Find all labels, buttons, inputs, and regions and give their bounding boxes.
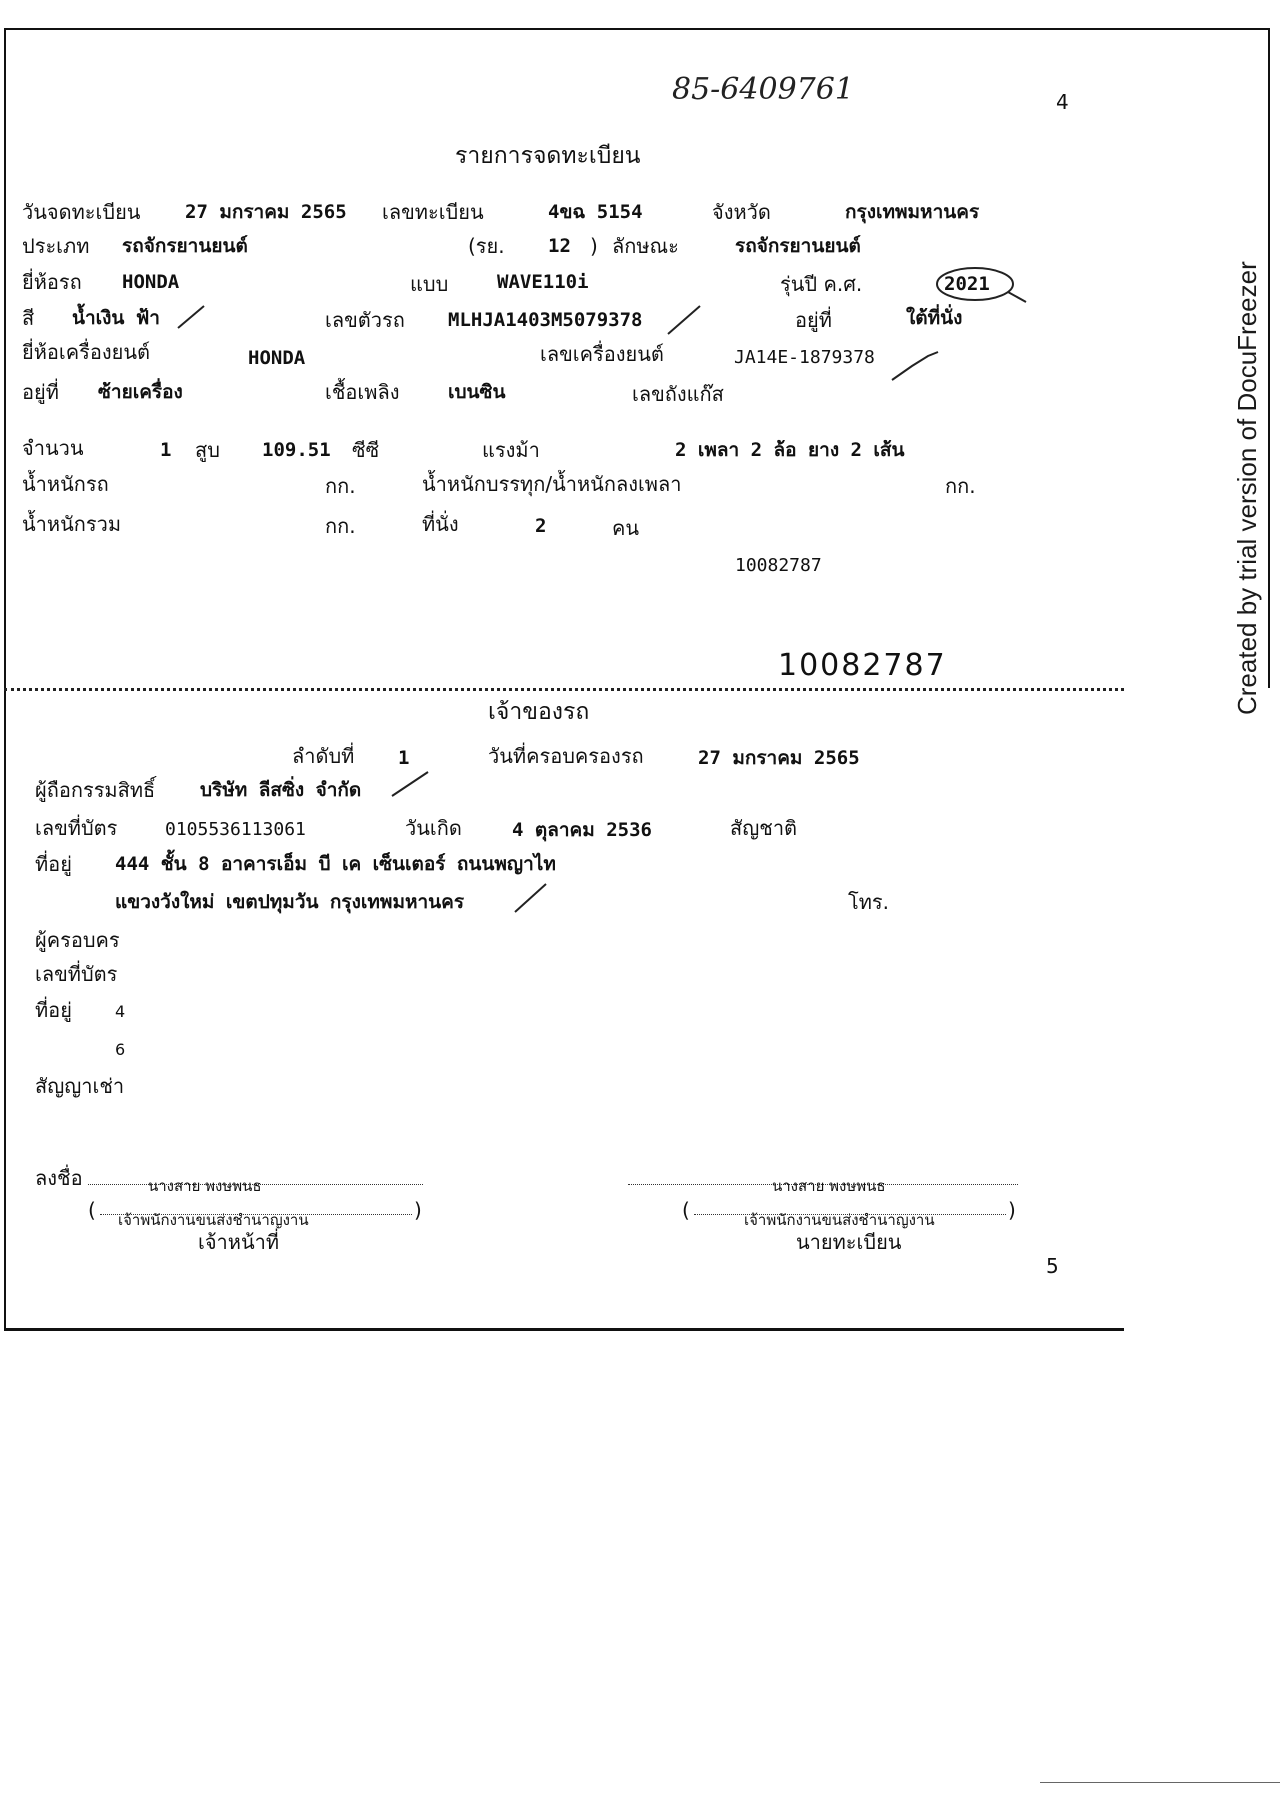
reg-date-label: วันจดทะเบียน <box>22 200 141 224</box>
engine-brand-label: ยี่ห้อเครื่องยนต์ <box>22 340 151 364</box>
address-line2: แขวงวังใหม่ เขตปทุมวัน กรุงเทพมหานคร <box>115 891 465 913</box>
fuel-label: เชื้อเพลิง <box>325 380 400 404</box>
year-label: รุ่นปี ค.ศ. <box>780 272 863 296</box>
ry-close: ) <box>590 234 598 258</box>
birth-label: วันเกิด <box>405 816 462 840</box>
fuel: เบนซิน <box>448 381 506 403</box>
left-signer-position: เจ้าพนักงานขนส่งชำนาญงาน <box>118 1211 309 1229</box>
plate-label: เลขทะเบียน <box>382 200 484 224</box>
possession-label: วันที่ครอบครองรถ <box>488 744 644 768</box>
order: 1 <box>398 747 410 769</box>
kg1: กก. <box>325 474 356 498</box>
ry: 12 <box>548 235 571 257</box>
chassis-loc: ใต้ที่นั่ง <box>906 307 963 329</box>
sign-label: ลงชื่อ <box>35 1166 83 1190</box>
birth: 4 ตุลาคม 2536 <box>512 819 652 841</box>
total-weight-label: น้ำหนักรวม <box>22 512 122 536</box>
possessor-addr-a: 4 <box>115 1002 126 1021</box>
doc-number: 10082787 <box>735 555 822 576</box>
page-number-bottom: 5 <box>1046 1254 1059 1278</box>
color-label: สี <box>22 306 35 330</box>
tick-chassis <box>668 306 700 334</box>
kg2: กก. <box>945 474 976 498</box>
cc: 109.51 <box>262 439 331 461</box>
possessor-id-label: เลขที่บัตร <box>35 962 118 986</box>
nationality-label: สัญชาติ <box>730 816 798 840</box>
province-label: จังหวัด <box>712 200 771 224</box>
engine-no-label: เลขเครื่องยนต์ <box>540 342 664 366</box>
cc-unit: ซีซี <box>352 438 380 462</box>
address-label: ที่อยู่ <box>35 852 72 876</box>
holder-label: ผู้ถือกรรมสิทธิ์ <box>35 778 156 802</box>
top-border <box>4 28 1270 30</box>
left-paren-open: ( <box>88 1198 96 1222</box>
right-paren-open: ( <box>682 1198 690 1222</box>
tick-address <box>515 884 546 912</box>
kg3: กก. <box>325 514 356 538</box>
right-signer-name: นางสาย พงษพนธ <box>772 1177 886 1195</box>
engine-brand: HONDA <box>248 347 306 369</box>
brand: HONDA <box>122 271 180 293</box>
id-label: เลขที่บัตร <box>35 816 118 840</box>
type: รถจักรยานยนต์ <box>122 235 248 257</box>
id-number: 0105536113061 <box>165 819 306 840</box>
left-paren-close: ) <box>414 1198 422 1222</box>
registration-title: รายการจดทะเบียน <box>455 143 641 169</box>
chassis-label: เลขตัวรถ <box>325 308 405 332</box>
chassis-loc-label: อยู่ที่ <box>795 308 832 332</box>
possession-date: 27 มกราคม 2565 <box>698 747 860 769</box>
year-circle-tail <box>1008 292 1026 302</box>
type-label: ประเภท <box>22 234 90 258</box>
engine-no: JA14E-1879378 <box>734 347 875 368</box>
model: WAVE110i <box>497 271 589 293</box>
cyl-unit: สูบ <box>195 438 220 462</box>
tick-color <box>178 306 204 328</box>
tel-label: โทร. <box>848 890 890 914</box>
possessor-addr-label: ที่อยู่ <box>35 998 72 1022</box>
footer-line <box>1040 1782 1280 1783</box>
weight-label: น้ำหนักรถ <box>22 472 109 496</box>
left-signer-name: นางสาย พงษพนธ <box>148 1177 262 1195</box>
doc-number-large: 10082787 <box>778 648 947 683</box>
ry-open: (รย. <box>468 234 505 258</box>
tick-holder <box>392 772 428 796</box>
holder: บริษัท ลีสซิ่ง จำกัด <box>200 779 362 801</box>
reg-date: 27 มกราคม 2565 <box>185 201 347 223</box>
axles: 2 เพลา 2 ล้อ ยาง 2 เส้น <box>675 439 905 461</box>
right-border <box>1268 28 1270 688</box>
seats: 2 <box>535 515 547 537</box>
handwritten-ref: 85-6409761 <box>672 72 854 107</box>
gas-label: เลขถังแก๊ส <box>632 382 724 406</box>
watermark: Created by trial version of DocuFreezer <box>1232 261 1262 715</box>
section-divider <box>4 688 1124 691</box>
count-label: จำนวน <box>22 436 84 460</box>
seats-label: ที่นั่ง <box>422 512 459 536</box>
character-label: ลักษณะ <box>612 234 679 258</box>
seats-unit: คน <box>612 516 640 540</box>
color: น้ำเงิน ฟ้า <box>72 307 160 329</box>
bottom-border <box>4 1328 1124 1331</box>
hp-label: แรงม้า <box>482 438 540 462</box>
cylinders: 1 <box>160 439 172 461</box>
order-label: ลำดับที่ <box>292 744 355 768</box>
owner-title: เจ้าของรถ <box>488 699 590 725</box>
load-label: น้ำหนักบรรทุก/น้ำหนักลงเพลา <box>422 472 682 496</box>
brand-label: ยี่ห้อรถ <box>22 270 82 294</box>
address-line1: 444 ชั้น 8 อาคารเอ็ม บี เค เซ็นเตอร์ ถนนพญาไท <box>115 853 556 875</box>
model-label: แบบ <box>410 272 449 296</box>
left-signer-role: เจ้าหน้าที่ <box>198 1230 280 1254</box>
possessor-addr-b: 6 <box>115 1040 126 1059</box>
possessor-label: ผู้ครอบคร <box>35 928 120 952</box>
page-number-top: 4 <box>1056 90 1069 114</box>
right-signer-role: นายทะเบียน <box>796 1230 902 1254</box>
plate: 4ขฉ 5154 <box>548 201 643 223</box>
engine-loc: ซ้ายเครื่อง <box>98 381 183 403</box>
right-signer-position: เจ้าพนักงานขนส่งชำนาญงาน <box>744 1211 935 1229</box>
character: รถจักรยานยนต์ <box>735 235 861 257</box>
lease-label: สัญญาเช่า <box>35 1074 125 1098</box>
chassis: MLHJA1403M5079378 <box>448 309 643 331</box>
tick-engine <box>892 352 938 380</box>
left-border <box>4 28 6 1328</box>
engine-loc-label: อยู่ที่ <box>22 380 59 404</box>
right-paren-close: ) <box>1008 1198 1016 1222</box>
province: กรุงเทพมหานคร <box>845 201 980 223</box>
year: 2021 <box>944 273 990 295</box>
